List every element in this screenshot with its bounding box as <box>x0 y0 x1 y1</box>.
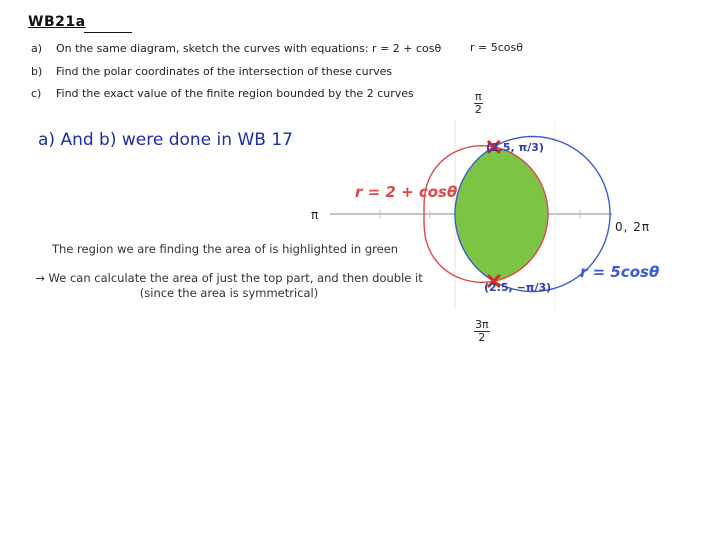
question-b-letter: b) <box>31 65 43 78</box>
angle-bottom-denominator: 2 <box>478 331 486 344</box>
green-region-note: The region we are finding the area of is highlighted in green <box>52 242 399 256</box>
enclosed-region <box>455 147 548 281</box>
intersection-label-bottom: (2.5, −π/3) <box>484 281 552 294</box>
symmetry-note-line2: (since the area is symmetrical) <box>139 286 319 300</box>
symmetry-note <box>34 271 424 301</box>
page-title: WB21a <box>28 14 86 30</box>
curve-label-red: r = 2 + cosθ <box>355 183 458 201</box>
angle-left-label: π <box>311 208 319 222</box>
angle-top-numerator: π <box>475 90 482 103</box>
question-a-second-equation: r = 5cosθ <box>470 41 523 54</box>
angle-right-label: 0, 2π <box>615 220 651 234</box>
question-a-letter: a) <box>31 42 43 55</box>
done-note: a) And b) were done in WB 17 <box>38 130 293 150</box>
question-c-text: Find the exact value of the finite region bounded by the 2 curves <box>56 87 414 100</box>
question-a-text: On the same diagram, sketch the curves with equations: r = 2 + cosθ <box>56 42 442 55</box>
question-b-text: Find the polar coordinates of the intersection of these curves <box>56 65 393 78</box>
angle-top-denominator: 2 <box>474 103 482 116</box>
arrow-icon: → <box>35 271 45 285</box>
symmetry-note-line1: We can calculate the area of just the top part, and then double it <box>48 271 423 285</box>
angle-bottom-numerator: 3π <box>475 318 489 331</box>
intersection-label-top: (2.5, π/3) <box>486 141 544 154</box>
question-c-letter: c) <box>31 87 42 100</box>
curve-label-blue: r = 5cosθ <box>580 263 660 281</box>
